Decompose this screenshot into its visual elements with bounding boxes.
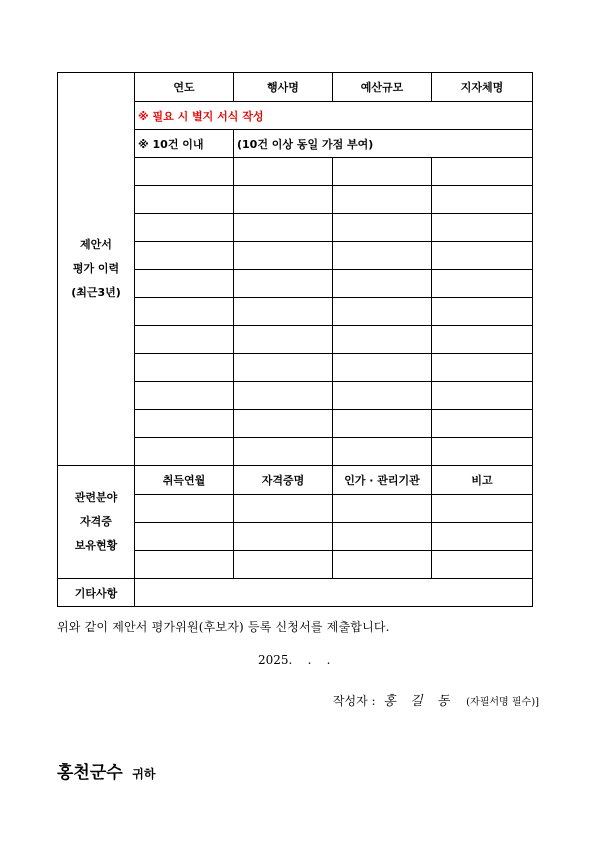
history-section-label (58, 73, 135, 466)
history-row-cell[interactable] (333, 298, 432, 326)
history-row-cell[interactable] (432, 298, 533, 326)
history-row-cell[interactable] (234, 438, 333, 466)
history-row-cell[interactable] (234, 214, 333, 242)
cert-header-date: 취득연월 (135, 466, 234, 495)
form-body (58, 73, 533, 607)
addressee-line (57, 758, 155, 783)
cert-row-cell[interactable] (432, 551, 533, 579)
cert-row-cell[interactable] (234, 551, 333, 579)
history-note-count: ※ 10건 이내 (135, 130, 234, 158)
history-row-cell[interactable] (432, 410, 533, 438)
cert-label-line-3: 보유현황 (74, 539, 118, 552)
history-note-red: ※ 필요 시 별지 서식 작성 (135, 102, 533, 130)
other-value-field[interactable] (135, 579, 533, 607)
history-row-cell[interactable] (135, 410, 234, 438)
history-row-cell[interactable] (432, 326, 533, 354)
history-row-cell[interactable] (333, 354, 432, 382)
history-row-cell[interactable] (234, 242, 333, 270)
other-row (58, 579, 533, 607)
cert-row-cell[interactable] (234, 495, 333, 523)
history-row-cell[interactable] (234, 382, 333, 410)
history-row-cell[interactable] (135, 438, 234, 466)
cert-header-row (58, 466, 533, 495)
history-row-cell[interactable] (432, 186, 533, 214)
cert-row-cell[interactable] (234, 523, 333, 551)
history-row-cell[interactable] (234, 326, 333, 354)
history-header-budget: 예산규모 (333, 73, 432, 102)
history-row-cell[interactable] (135, 186, 234, 214)
history-row-cell[interactable] (234, 354, 333, 382)
application-form-table (57, 72, 533, 607)
history-header-year: 연도 (135, 73, 234, 102)
history-row-cell[interactable] (333, 242, 432, 270)
cert-row-cell[interactable] (333, 551, 432, 579)
cert-row-cell[interactable] (333, 523, 432, 551)
history-row-cell[interactable] (234, 270, 333, 298)
cert-row-cell[interactable] (135, 523, 234, 551)
cert-section-label (58, 466, 135, 579)
history-note-extra: (10건 이상 동일 가점 부여) (234, 130, 533, 158)
cert-header-remarks: 비고 (432, 466, 533, 495)
submission-date: 2025. . . (258, 653, 331, 667)
history-row-cell[interactable] (234, 298, 333, 326)
history-row-cell[interactable] (135, 298, 234, 326)
history-row-cell[interactable] (135, 326, 234, 354)
history-row-cell[interactable] (333, 186, 432, 214)
history-row-cell[interactable] (234, 186, 333, 214)
history-row-cell[interactable] (333, 158, 432, 186)
addressee-honorific: 귀하 (132, 767, 156, 781)
history-row-cell[interactable] (135, 382, 234, 410)
cert-row-cell[interactable] (432, 495, 533, 523)
history-row-cell[interactable] (135, 270, 234, 298)
cert-header-name: 자격증명 (234, 466, 333, 495)
history-row-cell[interactable] (234, 410, 333, 438)
history-row-cell[interactable] (333, 270, 432, 298)
history-row-cell[interactable] (432, 354, 533, 382)
cert-row-cell[interactable] (135, 495, 234, 523)
addressee-org: 홍천군수 (57, 763, 123, 783)
signature-note: (자필서명 필수)] (466, 697, 539, 708)
history-row-cell[interactable] (135, 214, 234, 242)
declaration-text: 위와 같이 제안서 평가위원(후보자) 등록 신청서를 제출합니다. (57, 620, 390, 634)
history-row-cell[interactable] (333, 326, 432, 354)
history-label-line-1: 제안서 (80, 238, 112, 251)
history-row-cell[interactable] (333, 214, 432, 242)
history-row-cell[interactable] (432, 214, 533, 242)
cert-row-cell[interactable] (333, 495, 432, 523)
history-header-event: 행사명 (234, 73, 333, 102)
history-row-cell[interactable] (333, 382, 432, 410)
history-row-cell[interactable] (234, 158, 333, 186)
cert-row-cell[interactable] (135, 551, 234, 579)
author-name: 홍 길 동 (383, 694, 455, 709)
author-line (333, 690, 539, 709)
history-row-cell[interactable] (333, 438, 432, 466)
history-label-line-2: 평가 이력 (72, 262, 120, 275)
history-row-cell[interactable] (432, 270, 533, 298)
cert-row-cell[interactable] (432, 523, 533, 551)
history-row-cell[interactable] (135, 158, 234, 186)
history-row-cell[interactable] (432, 158, 533, 186)
history-label-line-3: (최근3년) (71, 286, 121, 299)
cert-label-line-2: 자격증 (80, 515, 112, 528)
history-row-cell[interactable] (432, 242, 533, 270)
history-row-cell[interactable] (432, 382, 533, 410)
history-row-cell[interactable] (135, 242, 234, 270)
history-row-cell[interactable] (432, 438, 533, 466)
cert-header-issuer: 인가 · 관리기관 (333, 466, 432, 495)
history-row-cell[interactable] (135, 354, 234, 382)
author-label: 작성자 : (332, 694, 376, 708)
history-header-municipality: 지자체명 (432, 73, 533, 102)
history-header-row (58, 73, 533, 102)
other-label: 기타사항 (58, 579, 135, 607)
history-row-cell[interactable] (333, 410, 432, 438)
cert-label-line-1: 관련분야 (74, 491, 118, 504)
